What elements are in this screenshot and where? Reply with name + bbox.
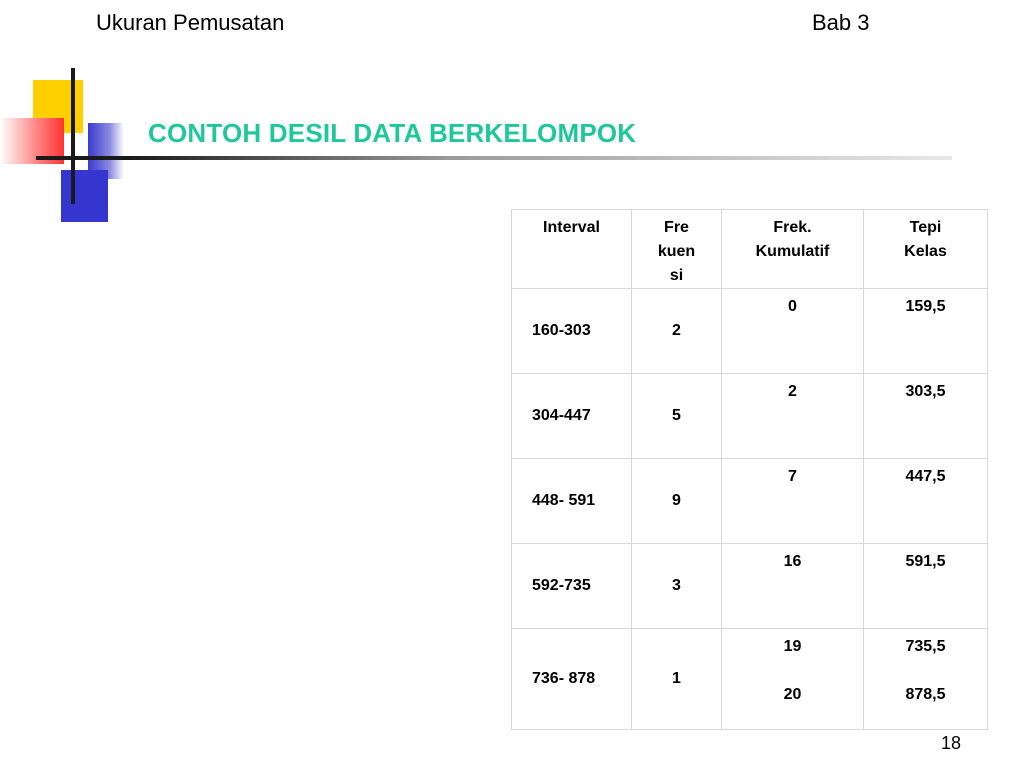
cell-kumulatif: [722, 629, 864, 730]
cell-tepi-kelas: [864, 289, 988, 374]
text-line: 303,5: [905, 383, 946, 400]
cell-tepi-kelas: [864, 544, 988, 629]
cell-kumulatif-values: [722, 635, 863, 707]
decile-table: [511, 209, 988, 730]
cell-kumulatif: [722, 374, 864, 459]
text-line: 16: [783, 553, 802, 570]
table-header-row: [512, 210, 988, 289]
table-row: [512, 374, 988, 459]
cell-frekuensi: 1: [632, 629, 722, 730]
cell-interval: 160-303: [512, 289, 632, 374]
table-row: [512, 629, 988, 730]
cell-interval: 592-735: [512, 544, 632, 629]
header-chapter: Bab 3: [812, 10, 870, 35]
text-line: si: [669, 267, 684, 284]
cell-frekuensi: 2: [632, 289, 722, 374]
text-line: 159,5: [905, 298, 946, 315]
text-line: 591,5: [905, 553, 946, 570]
table-row: [512, 289, 988, 374]
cell-frekuensi: 5: [632, 374, 722, 459]
cell-frekuensi: 9: [632, 459, 722, 544]
header-tepi-kelas: [864, 210, 988, 289]
cell-kumulatif-values: [722, 550, 863, 574]
text-line: 878,5: [905, 686, 946, 703]
cell-tepi-values: [864, 550, 987, 574]
header-frekuensi: [632, 210, 722, 289]
cell-frekuensi: 3: [632, 544, 722, 629]
cell-interval: 304-447: [512, 374, 632, 459]
cell-kumulatif-values: [722, 380, 863, 404]
table-row: [512, 544, 988, 629]
cell-tepi-values: [864, 465, 987, 489]
cell-interval: 736- 878: [512, 629, 632, 730]
text-line: 2: [788, 383, 797, 400]
header-kumulatif-lines: [722, 216, 863, 264]
cell-tepi-values: [864, 295, 987, 319]
text-line: 0: [788, 298, 797, 315]
cell-tepi-kelas: [864, 459, 988, 544]
cell-tepi-kelas: [864, 629, 988, 730]
decor-vertical-line: [71, 68, 75, 204]
title-underline: [36, 156, 952, 160]
cell-kumulatif-values: [722, 465, 863, 489]
cell-tepi-values: [864, 635, 987, 707]
text-line: Kelas: [904, 243, 947, 260]
cell-kumulatif: [722, 544, 864, 629]
cell-tepi-kelas: [864, 374, 988, 459]
header-interval-lines: [512, 216, 631, 240]
header-tepi-lines: [864, 216, 987, 264]
text-line: 447,5: [905, 468, 946, 485]
text-line: 735,5: [905, 638, 946, 655]
cell-kumulatif: [722, 459, 864, 544]
text-line: Interval: [543, 219, 600, 236]
header-frek-kumulatif: [722, 210, 864, 289]
slide-title: CONTOH DESIL DATA BERKELOMPOK: [148, 118, 637, 148]
table-row: [512, 459, 988, 544]
text-line: Kumulatif: [755, 243, 830, 260]
text-line: kuen: [657, 243, 696, 260]
cell-kumulatif-values: [722, 295, 863, 319]
cell-tepi-values: [864, 380, 987, 404]
header-frekuensi-lines: [632, 216, 721, 288]
text-line: Fre: [664, 219, 689, 236]
text-line: 20: [783, 686, 802, 703]
cell-interval: 448- 591: [512, 459, 632, 544]
cell-kumulatif: [722, 289, 864, 374]
decor-blue-square: [61, 170, 108, 222]
text-line: 19: [783, 638, 802, 655]
header-section-title: Ukuran Pemusatan: [96, 10, 285, 35]
text-line: Tepi: [909, 219, 942, 236]
page-number: 18: [941, 733, 962, 753]
text-line: 7: [788, 468, 797, 485]
header-interval: [512, 210, 632, 289]
text-line: Frek.: [773, 219, 812, 236]
